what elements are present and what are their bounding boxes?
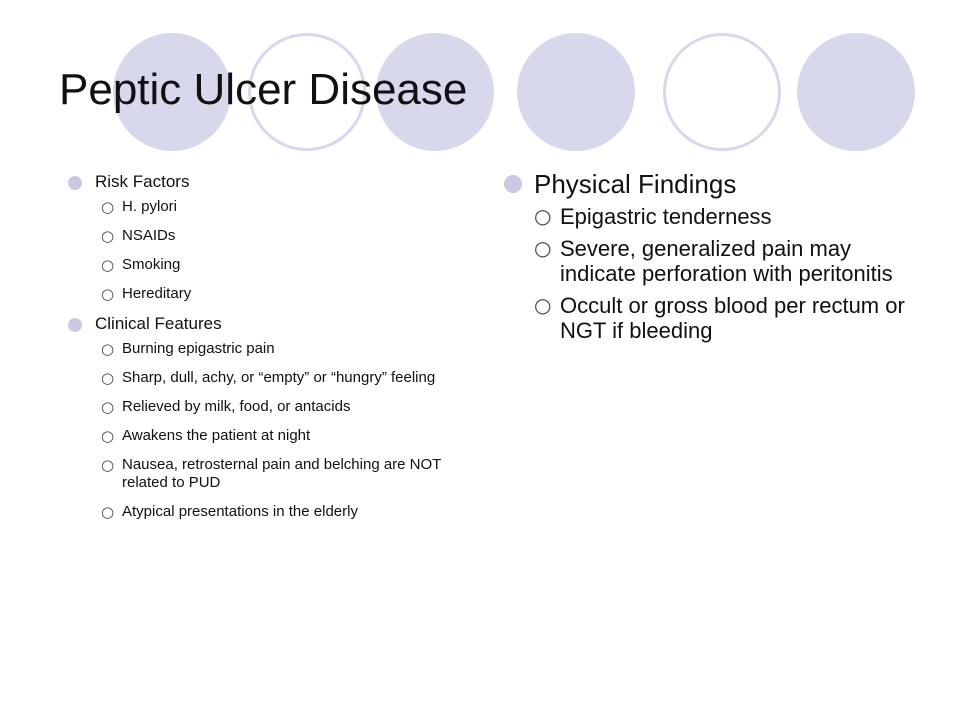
- decorative-circle-filled: [517, 33, 635, 151]
- sub-bullet: ○ Epigastric tenderness: [534, 204, 772, 229]
- sub-bullet: ○ H. pylori: [101, 198, 178, 216]
- bullet-risk-factors: [68, 172, 468, 303]
- decorative-circle-filled: [797, 33, 915, 151]
- sub-bullet: ○ Smoking: [101, 256, 181, 274]
- bullet-heading: Risk Factors: [95, 172, 190, 191]
- hollow-square-bullet-icon: ○: [101, 398, 115, 416]
- sub-bullet-list: [534, 204, 924, 343]
- hollow-square-bullet-icon: ○: [534, 236, 552, 260]
- hollow-square-bullet-icon: ○: [101, 256, 115, 274]
- sub-bullet-list: [95, 340, 468, 521]
- decorative-circle-ring: [663, 33, 781, 151]
- filled-circle-bullet-icon: [68, 318, 82, 332]
- sub-bullet: ○ Burning epigastric pain: [101, 340, 275, 358]
- sub-bullet: ○ Occult or gross blood per rectum or NGT if bleeding: [534, 293, 905, 343]
- bullet-list: [68, 172, 468, 521]
- sub-bullet: ○ Relieved by milk, food, or antacids: [101, 398, 351, 416]
- left-column: [68, 172, 468, 532]
- sub-bullet: ○ Nausea, retrosternal pain and belching are NOT related to PUD: [101, 456, 442, 491]
- hollow-square-bullet-icon: ○: [101, 227, 115, 245]
- sub-bullet: ○ Awakens the patient at night: [101, 427, 311, 445]
- hollow-square-bullet-icon: ○: [101, 285, 115, 303]
- bullet-physical-findings: [504, 168, 924, 343]
- sub-bullet: ○ Severe, generalized pain may indicate perforation with peritonitis: [534, 236, 893, 286]
- hollow-square-bullet-icon: ○: [101, 340, 115, 358]
- bullet-heading: Clinical Features: [95, 314, 222, 333]
- sub-bullet: ○ Sharp, dull, achy, or “empty” or “hungry” feeling: [101, 369, 436, 387]
- sub-bullet: ○ Atypical presentations in the elderly: [101, 503, 358, 521]
- filled-circle-bullet-icon: [504, 175, 522, 193]
- sub-bullet-list: [95, 198, 468, 303]
- filled-circle-bullet-icon: [68, 176, 82, 190]
- hollow-square-bullet-icon: ○: [101, 427, 115, 445]
- bullet-clinical-features: [68, 314, 468, 521]
- hollow-square-bullet-icon: ○: [101, 198, 115, 216]
- slide-title: Peptic Ulcer Disease: [59, 65, 468, 114]
- bullet-list: [504, 168, 924, 343]
- hollow-square-bullet-icon: ○: [101, 503, 115, 521]
- hollow-square-bullet-icon: ○: [534, 204, 552, 228]
- hollow-square-bullet-icon: ○: [101, 456, 115, 474]
- hollow-square-bullet-icon: ○: [101, 369, 115, 387]
- right-column: [504, 168, 924, 350]
- sub-bullet: ○ NSAIDs: [101, 227, 176, 245]
- bullet-heading: Physical Findings: [534, 169, 737, 199]
- sub-bullet: ○ Hereditary: [101, 285, 192, 303]
- hollow-square-bullet-icon: ○: [534, 293, 552, 317]
